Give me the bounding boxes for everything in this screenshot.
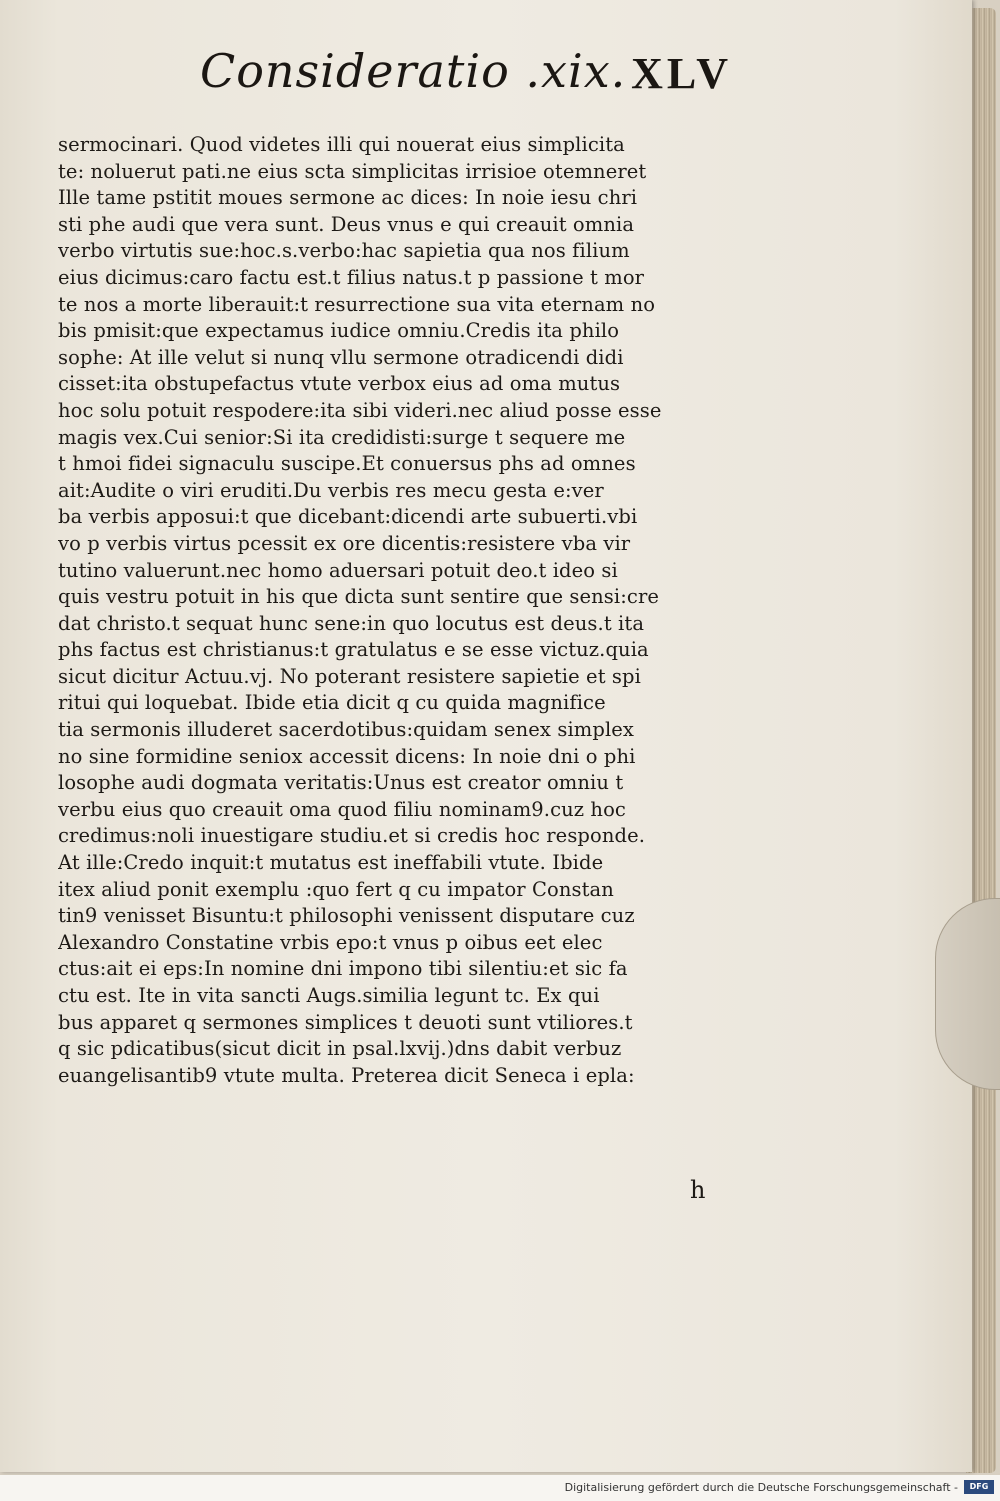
text-line: At ille:Credo inquit:t mutatus est ineffabili vtute. Ibide xyxy=(58,851,604,875)
text-line: sti phe audi que vera sunt. Deus vnus e qui creauit omnia xyxy=(58,212,635,236)
text-line: no sine formidine seniox accessit dicens: In noie dni o phi xyxy=(58,744,636,768)
text-line: ba verbis apposui:t que dicebant:dicendi arte subuerti.vbi xyxy=(58,505,638,529)
text-line: ctu est. Ite in vita sancti Augs.similia legunt tc. Ex qui xyxy=(58,984,600,1007)
text-line: tutino valuerunt.nec homo aduersari potuit deo.t ideo si xyxy=(58,558,618,582)
text-line: vo p verbis virtus pcessit ex ore dicentis:resistere vba vir xyxy=(58,531,631,555)
text-line: phs factus est christianus:t gratulatus e se esse victuz.quia xyxy=(58,638,649,662)
text-line: credimus:noli inuestigare studiu.et si credis hoc responde. xyxy=(58,824,646,848)
text-line: Alexandro Constatine vrbis epo:t vnus p oibus eet elec xyxy=(58,930,603,954)
text-line: Ille tame pstitit moues sermone ac dices: In noie iesu chri xyxy=(58,186,638,210)
text-line: losophe audi dogmata veritatis:Unus est creator omniu t xyxy=(58,771,624,795)
text-line: sermocinari. Quod videtes illi qui nouerat eius simplicita xyxy=(58,133,625,156)
text-line: verbu eius quo creauit oma quod filiu nominam9.cuz hoc xyxy=(58,797,626,821)
text-line: bus apparet q sermones simplices t deuoti sunt vtiliores.t xyxy=(58,1010,633,1034)
text-line: ritui qui loquebat. Ibide etia dicit q cu quida magnifice xyxy=(58,691,606,715)
text-line: eius dicimus:caro factu est.t filius natus.t p passione t mor xyxy=(58,265,645,289)
text-line: ait:Audite o viri eruditi.Du verbis res mecu gesta e:ver xyxy=(58,478,604,502)
footer-bar xyxy=(0,1475,1000,1501)
folio-number: XLV xyxy=(631,49,732,98)
text-line: quis vestru potuit in his que dicta sunt sentire que sensi:cre xyxy=(58,585,660,609)
text-line: q sic pdicatibus(sicut dicit in psal.lxvij.)dns dabit verbuz xyxy=(58,1037,622,1061)
text-block xyxy=(58,132,758,1089)
text-line: dat christo.t sequat hunc sene:in quo locutus est deus.t ita xyxy=(58,611,645,635)
text-line: euangelisantib9 vtute multa. Preterea dicit Seneca i epla: xyxy=(58,1063,635,1087)
text-line: magis vex.Cui senior:Si ita credidisti:surge t sequere me xyxy=(58,425,626,449)
footer-credit: Digitalisierung gefördert durch die Deutsche Forschungsgemeinschaft - xyxy=(564,1481,958,1494)
text-line: te nos a morte liberauit:t resurrectione sua vita eternam no xyxy=(58,292,656,316)
text-line: ctus:ait ei eps:In nomine dni impono tibi silentiu:et sic fa xyxy=(58,957,628,981)
running-title: Consideratio .xix. xyxy=(200,44,627,98)
text-line: itex aliud ponit exemplu :quo fert q cu impator Constan xyxy=(58,877,614,901)
text-line: hoc solu potuit respodere:ita sibi videri.nec aliud posse esse xyxy=(58,398,662,422)
text-line: tia sermonis illuderet sacerdotibus:quidam senex simplex xyxy=(58,718,635,742)
text-line: t hmoi fidei signaculu suscipe.Et conuersus phs ad omnes xyxy=(58,452,636,476)
text-line: sophe: At ille velut si nunq vllu sermone otradicendi didi xyxy=(58,345,624,369)
page-header xyxy=(200,44,740,124)
book-clip xyxy=(935,898,1000,1090)
text-line: te: noluerut pati.ne eius scta simplicitas irrisioe otemneret xyxy=(58,159,647,183)
signature-mark: h xyxy=(690,1176,706,1204)
text-line: bis pmisit:que expectamus iudice omniu.Credis ita philo xyxy=(58,319,620,343)
text-line: cisset:ita obstupefactus vtute verbox eius ad oma mutus xyxy=(58,372,621,396)
text-line: sicut dicitur Actuu.vj. No poterant resistere sapietie et spi xyxy=(58,664,641,688)
text-line: tin9 venisset Bisuntu:t philosophi venissent disputare cuz xyxy=(58,904,635,928)
text-line: verbo virtutis sue:hoc.s.verbo:hac sapietia qua nos filium xyxy=(58,239,630,263)
dfg-logo-icon: DFG xyxy=(964,1480,994,1494)
